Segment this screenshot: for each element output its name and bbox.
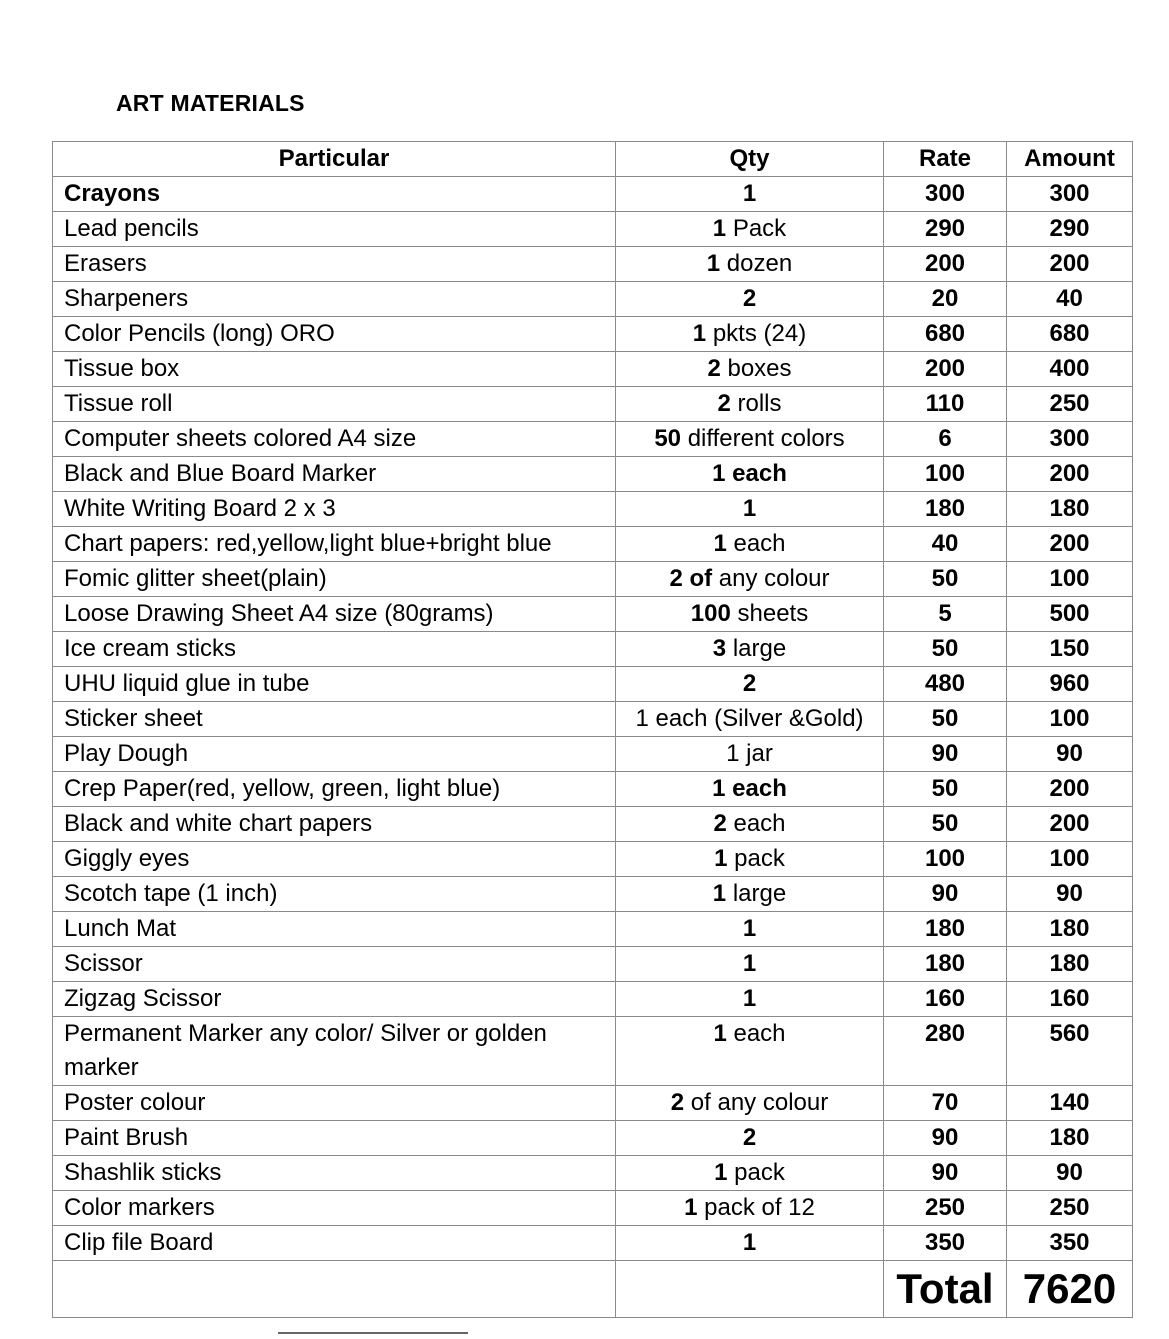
qty-number: 1: [713, 1020, 727, 1047]
table-row: [53, 1121, 1133, 1156]
table-row: [53, 597, 1133, 632]
qty-unit: rolls: [730, 390, 782, 417]
cell-particular: Lunch Mat: [53, 912, 616, 947]
cell-amount: 200: [1007, 772, 1133, 807]
cell-particular: Sticker sheet: [53, 702, 616, 737]
cell-qty: [616, 702, 884, 737]
cell-qty: [616, 282, 884, 317]
cell-amount: 180: [1007, 947, 1133, 982]
cell-amount: 140: [1007, 1086, 1133, 1121]
table-row: [53, 702, 1133, 737]
table-row: [53, 982, 1133, 1017]
qty-number: 1: [742, 950, 757, 977]
table-body: [53, 177, 1133, 1261]
cell-qty: [616, 422, 884, 457]
total-value: 7620: [1007, 1261, 1133, 1318]
cell-qty: [616, 1017, 884, 1086]
cell-particular: White Writing Board 2 x 3: [53, 492, 616, 527]
cell-rate: 250: [884, 1191, 1007, 1226]
cell-rate: 90: [884, 1121, 1007, 1156]
table-row: [53, 1086, 1133, 1121]
cell-rate: 90: [884, 1156, 1007, 1191]
cell-amount: 960: [1007, 667, 1133, 702]
cell-particular: Crayons: [53, 177, 616, 212]
cell-qty: [616, 212, 884, 247]
total-label: Total: [884, 1261, 1007, 1318]
table-row: [53, 1191, 1133, 1226]
cell-qty: [616, 1226, 884, 1261]
cell-qty: [616, 1191, 884, 1226]
qty-number: 1: [706, 250, 721, 277]
cell-particular: Permanent Marker any color/ Silver or golden marker: [53, 1017, 616, 1086]
cell-amount: 180: [1007, 492, 1133, 527]
cell-amount: 100: [1007, 842, 1133, 877]
cell-particular: Tissue roll: [53, 387, 616, 422]
cell-amount: 290: [1007, 212, 1133, 247]
qty-number: 1: [742, 915, 757, 942]
cell-amount: 100: [1007, 562, 1133, 597]
cell-particular: Chart papers: red,yellow,light blue+bright blue: [53, 527, 616, 562]
cell-amount: 200: [1007, 457, 1133, 492]
cell-qty: [616, 1086, 884, 1121]
cell-particular: Lead pencils: [53, 212, 616, 247]
cell-rate: 200: [884, 247, 1007, 282]
table-row: [53, 527, 1133, 562]
cell-amount: 300: [1007, 422, 1133, 457]
cell-rate: 110: [884, 387, 1007, 422]
qty-number: 50: [654, 425, 682, 452]
page-title: ART MATERIALS: [116, 90, 305, 116]
cell-amount: 250: [1007, 1191, 1133, 1226]
cell-rate: 90: [884, 737, 1007, 772]
table-row: [53, 912, 1133, 947]
table-row: [53, 247, 1133, 282]
qty-unit: boxes: [720, 355, 792, 382]
table-row: [53, 317, 1133, 352]
cell-particular: Paint Brush: [53, 1121, 616, 1156]
qty-unit: pack: [727, 845, 785, 872]
cell-particular: Crep Paper(red, yellow, green, light blue): [53, 772, 616, 807]
qty-unit: each: [726, 1020, 786, 1047]
cell-particular: Zigzag Scissor: [53, 982, 616, 1017]
cell-amount: 400: [1007, 352, 1133, 387]
cell-rate: 5: [884, 597, 1007, 632]
qty-number: 2: [670, 1089, 685, 1116]
qty-number: 1: [712, 215, 727, 242]
table-row: [53, 352, 1133, 387]
qty-number: 2: [742, 285, 757, 312]
cell-particular: Scotch tape (1 inch): [53, 877, 616, 912]
table-row: [53, 737, 1133, 772]
cell-particular: Play Dough: [53, 737, 616, 772]
cell-rate: 280: [884, 1017, 1007, 1086]
column-header-rate: Rate: [884, 142, 1007, 177]
qty-number: 1 each: [712, 775, 787, 802]
qty-number: 1: [742, 495, 757, 522]
cell-amount: 200: [1007, 247, 1133, 282]
cell-amount: 90: [1007, 1156, 1133, 1191]
qty-unit: sheets: [730, 600, 809, 627]
cell-particular: Black and white chart papers: [53, 807, 616, 842]
qty-number: 1: [742, 985, 757, 1012]
qty-number: 3: [712, 635, 727, 662]
qty-number: 1: [742, 180, 757, 207]
cell-particular: Tissue box: [53, 352, 616, 387]
cell-amount: 100: [1007, 702, 1133, 737]
cell-amount: 200: [1007, 807, 1133, 842]
cell-rate: 100: [884, 457, 1007, 492]
qty-number: 100: [690, 600, 731, 627]
cell-rate: 180: [884, 912, 1007, 947]
table-row: [53, 947, 1133, 982]
cell-rate: 300: [884, 177, 1007, 212]
table-row: [53, 492, 1133, 527]
column-header-particular: Particular: [53, 142, 616, 177]
qty-unit: any colour: [712, 565, 830, 592]
cell-rate: 680: [884, 317, 1007, 352]
column-header-qty: Qty: [616, 142, 884, 177]
cell-amount: 90: [1007, 877, 1133, 912]
cell-qty: [616, 457, 884, 492]
cell-particular: Shashlik sticks: [53, 1156, 616, 1191]
cell-rate: 6: [884, 422, 1007, 457]
cell-amount: 180: [1007, 912, 1133, 947]
table-row: [53, 667, 1133, 702]
qty-unit: pack of 12: [697, 1194, 815, 1221]
cell-rate: 200: [884, 352, 1007, 387]
cell-particular: Loose Drawing Sheet A4 size (80grams): [53, 597, 616, 632]
cell-particular: Color markers: [53, 1191, 616, 1226]
qty-number: 1: [742, 1229, 757, 1256]
qty-number: 1: [684, 1194, 698, 1221]
cell-particular: Poster colour: [53, 1086, 616, 1121]
cell-amount: 150: [1007, 632, 1133, 667]
cell-rate: 20: [884, 282, 1007, 317]
cell-particular: Erasers: [53, 247, 616, 282]
cell-qty: [616, 947, 884, 982]
table-row: [53, 842, 1133, 877]
table-row: [53, 422, 1133, 457]
qty-unit: 1 jar: [726, 740, 773, 767]
qty-number: 1: [713, 530, 727, 557]
cell-rate: 480: [884, 667, 1007, 702]
cell-rate: 90: [884, 877, 1007, 912]
cell-particular: UHU liquid glue in tube: [53, 667, 616, 702]
cell-qty: [616, 1121, 884, 1156]
table-row: [53, 177, 1133, 212]
cell-rate: 350: [884, 1226, 1007, 1261]
page-edge-mark: [278, 1332, 468, 1338]
cell-rate: 100: [884, 842, 1007, 877]
qty-number: 2: [707, 355, 721, 382]
cell-qty: [616, 807, 884, 842]
cell-qty: [616, 632, 884, 667]
cell-particular: Clip file Board: [53, 1226, 616, 1261]
table-row: [53, 457, 1133, 492]
cell-amount: 200: [1007, 527, 1133, 562]
cell-rate: 160: [884, 982, 1007, 1017]
cell-qty: [616, 177, 884, 212]
cell-qty: [616, 842, 884, 877]
cell-rate: 50: [884, 562, 1007, 597]
cell-particular: Black and Blue Board Marker: [53, 457, 616, 492]
table-header-row: [53, 142, 1133, 177]
cell-rate: 180: [884, 947, 1007, 982]
cell-rate: 50: [884, 632, 1007, 667]
qty-number: 2 of: [669, 565, 713, 592]
column-header-amount: Amount: [1007, 142, 1133, 177]
qty-unit: dozen: [720, 250, 793, 277]
qty-unit: pkts (24): [706, 320, 807, 347]
cell-amount: 680: [1007, 317, 1133, 352]
table-row: [53, 1156, 1133, 1191]
table-row: [53, 1226, 1133, 1261]
cell-rate: 50: [884, 702, 1007, 737]
cell-particular: Scissor: [53, 947, 616, 982]
cell-particular: Sharpeners: [53, 282, 616, 317]
cell-particular: Computer sheets colored A4 size: [53, 422, 616, 457]
cell-amount: 500: [1007, 597, 1133, 632]
qty-unit: large: [726, 880, 787, 907]
cell-qty: [616, 527, 884, 562]
cell-amount: 180: [1007, 1121, 1133, 1156]
qty-unit: each: [726, 530, 786, 557]
cell-qty: [616, 737, 884, 772]
table-row: [53, 772, 1133, 807]
cell-amount: 40: [1007, 282, 1133, 317]
qty-number: 1: [692, 320, 707, 347]
qty-unit: different colors: [681, 425, 845, 452]
qty-unit: Pack: [726, 215, 787, 242]
cell-qty: [616, 877, 884, 912]
cell-particular: Color Pencils (long) ORO: [53, 317, 616, 352]
cell-qty: [616, 562, 884, 597]
cell-rate: 180: [884, 492, 1007, 527]
cell-rate: 40: [884, 527, 1007, 562]
table-row: [53, 562, 1133, 597]
cell-particular: Ice cream sticks: [53, 632, 616, 667]
cell-amount: 300: [1007, 177, 1133, 212]
cell-qty: [616, 597, 884, 632]
cell-amount: 90: [1007, 737, 1133, 772]
cell-rate: 70: [884, 1086, 1007, 1121]
cell-qty: [616, 772, 884, 807]
table-row: [53, 387, 1133, 422]
qty-number: 1 each: [712, 460, 787, 487]
total-row: [53, 1261, 1133, 1318]
table-row: [53, 1017, 1133, 1086]
cell-qty: [616, 667, 884, 702]
cell-rate: 50: [884, 807, 1007, 842]
cell-qty: [616, 982, 884, 1017]
art-materials-table: [52, 141, 1133, 1318]
qty-unit: each: [726, 810, 786, 837]
cell-qty: [616, 247, 884, 282]
qty-unit: of any colour: [684, 1089, 829, 1116]
cell-qty: [616, 912, 884, 947]
qty-unit: 1 each (Silver &Gold): [635, 705, 864, 732]
cell-amount: 160: [1007, 982, 1133, 1017]
qty-number: 1: [714, 1159, 728, 1186]
cell-qty: [616, 387, 884, 422]
cell-amount: 350: [1007, 1226, 1133, 1261]
cell-particular: Fomic glitter sheet(plain): [53, 562, 616, 597]
table-row: [53, 807, 1133, 842]
cell-qty: [616, 1156, 884, 1191]
cell-rate: 290: [884, 212, 1007, 247]
qty-unit: large: [726, 635, 787, 662]
qty-number: 2: [717, 390, 731, 417]
cell-qty: [616, 317, 884, 352]
cell-amount: 560: [1007, 1017, 1133, 1086]
cell-rate: 50: [884, 772, 1007, 807]
table-row: [53, 632, 1133, 667]
qty-unit: pack: [727, 1159, 785, 1186]
table-row: [53, 282, 1133, 317]
qty-number: 1: [714, 845, 728, 872]
cell-qty: [616, 352, 884, 387]
table-row: [53, 212, 1133, 247]
qty-number: 2: [742, 1124, 757, 1151]
table-row: [53, 877, 1133, 912]
cell-particular: Giggly eyes: [53, 842, 616, 877]
cell-amount: 250: [1007, 387, 1133, 422]
cell-qty: [616, 492, 884, 527]
qty-number: 1: [712, 880, 727, 907]
qty-number: 2: [742, 670, 757, 697]
qty-number: 2: [713, 810, 727, 837]
